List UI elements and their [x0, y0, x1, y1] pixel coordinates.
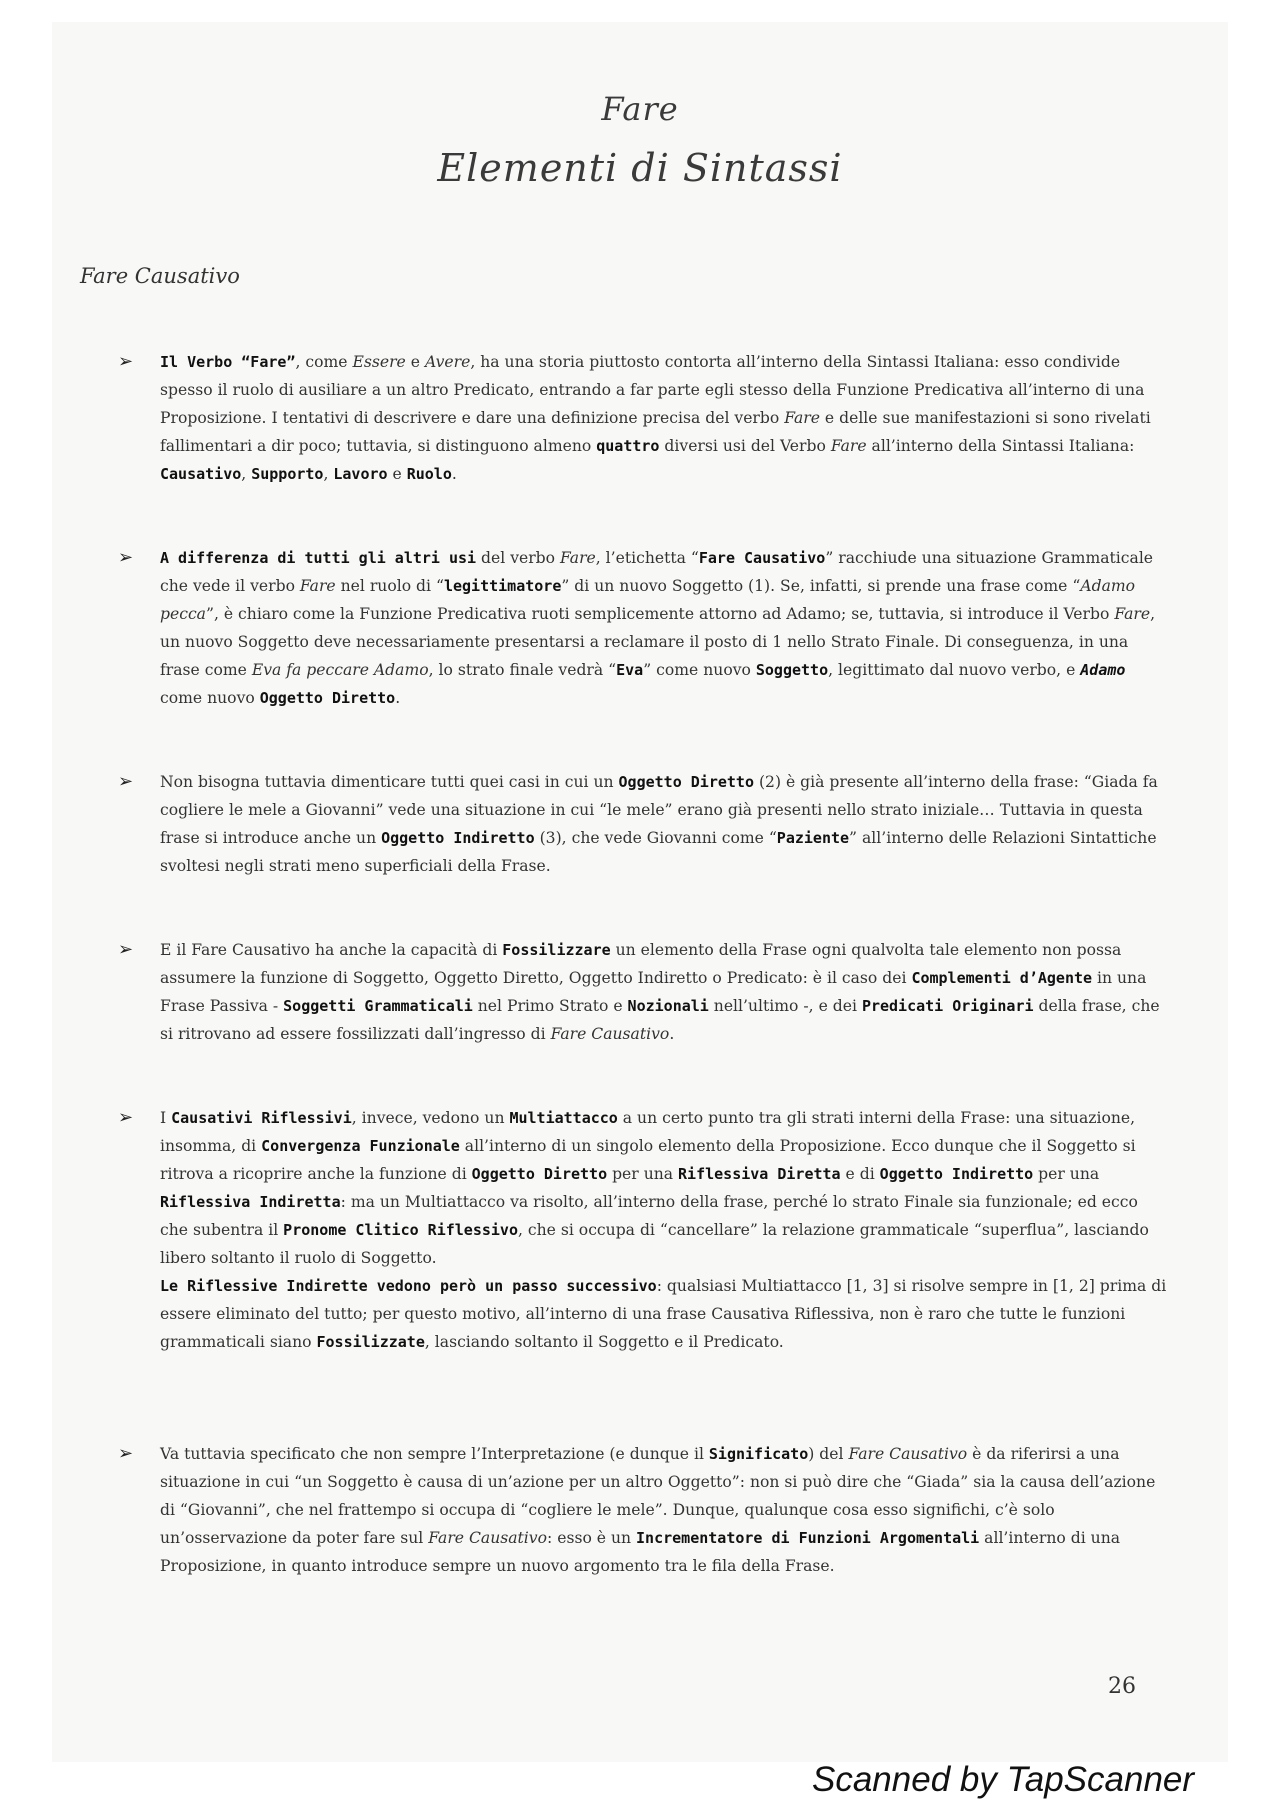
italic-term: Adamo pecca — [160, 577, 1136, 623]
page-subtitle: Elementi di Sintassi — [437, 146, 843, 190]
italic-term: Fare — [784, 409, 820, 427]
italic-term: Essere — [352, 353, 406, 371]
italic-term: Fare — [830, 437, 867, 455]
bold-term: Causativi Riflessivi — [171, 1109, 352, 1127]
bold-term: Supporto — [251, 465, 324, 483]
italic-term: Fare Causativo — [550, 1025, 670, 1043]
bold-term: legittimatore — [443, 577, 562, 595]
italic-term: Fare Causativo — [428, 1529, 547, 1547]
bullet-item — [118, 936, 1170, 1048]
bold-term: Le Riflessive Indirette vedono però un passo successivo — [160, 1277, 657, 1295]
bold-term: Lavoro — [333, 465, 388, 483]
bold-term: A differenza di tutti gli altri usi — [160, 549, 477, 567]
bold-term: Eva — [616, 661, 644, 679]
bold-term: Oggetto Diretto — [618, 773, 754, 791]
italic-term: Eva fa peccare Adamo — [251, 661, 429, 679]
bullet-paragraph: I Causativi Riflessivi, invece, vedono un Multiattacco a un certo punto tra gli strati interni della Frase: una situazione, insomma, di Convergenza Funzionale all’interno di un singolo elemento della Proposizione. Ecco dunque che il Soggetto si ritrova a ricoprire anche la funzione di Oggetto Diretto per una Riflessiva Diretta e di Oggetto Indiretto per una Riflessiva Indiretta: ma un Multiattacco va risolto, all’interno della frase, perché lo strato Finale sia funzionale; ed ecco che subentra il Pronome Clitico Riflessivo, che si occupa di “cancellare” la relazione grammaticale “superflua”, lasciando libero soltanto il ruolo di Soggetto. — [160, 1109, 1149, 1267]
document-page — [52, 22, 1228, 1762]
bold-term: quattro — [596, 437, 660, 455]
bold-term: Oggetto Diretto — [259, 689, 396, 707]
bold-term: Significato — [708, 1445, 809, 1463]
section-heading: Fare Causativo — [80, 264, 240, 288]
bullet-paragraph: E il Fare Causativo ha anche la capacità di Fossilizzare un elemento della Frase ogni qualvolta tale elemento non possa assumere la funzione di Soggetto, Oggetto Diretto, Oggetto Indiretto o Predicato: è il caso dei Complementi d’Agente in una Frase Passiva - Soggetti Grammaticali nel Primo Strato e Nozionali nell’ultimo -, e dei Predicati Originari della frase, che si ritrovano ad essere fossilizzati dall’ingresso di Fare Causativo. — [160, 941, 1160, 1043]
bold-term: Ruolo — [406, 465, 452, 483]
bold-term: Convergenza Funzionale — [261, 1137, 460, 1155]
bold-term: Riflessiva Indiretta — [160, 1193, 341, 1211]
arrow-bullet-icon: ➢ — [118, 771, 134, 792]
page-number: 26 — [1108, 1674, 1136, 1699]
italic-term: Avere — [424, 353, 471, 371]
bold-term: Il Verbo “Fare” — [160, 353, 296, 371]
arrow-bullet-icon: ➢ — [118, 939, 134, 960]
bullet-item — [118, 544, 1170, 712]
bold-term: Oggetto Diretto — [471, 1165, 608, 1183]
arrow-bullet-icon: ➢ — [118, 351, 134, 372]
bold-term: Paziente — [776, 829, 850, 847]
page-title: Fare — [601, 90, 679, 128]
arrow-bullet-icon: ➢ — [118, 1107, 134, 1128]
bullet-paragraph: Non bisogna tuttavia dimenticare tutti quei casi in cui un Oggetto Diretto (2) è già presente all’interno della frase: “Giada fa cogliere le mele a Giovanni” vede una situazione in cui “le mele” erano già presenti nello strato iniziale… Tuttavia in questa frase si introduce anche un Oggetto Indiretto (3), che vede Giovanni come “Paziente” all’interno delle Relazioni Sintattiche svoltesi negli strati meno superficiali della Frase. — [160, 773, 1158, 875]
bold-term: Fare Causativo — [698, 549, 826, 567]
bold-term: Predicati Originari — [861, 997, 1034, 1015]
bold-term: Nozionali — [627, 997, 709, 1015]
bullet-paragraph: A differenza di tutti gli altri usi del verbo Fare, l’etichetta “Fare Causativo” racchiude una situazione Grammaticale che vede il verbo Fare nel ruolo di “legittimatore” di un nuovo Soggetto (1). Se, infatti, si prende una frase come “Adamo pecca”, è chiaro come la Funzione Predicativa ruoti semplicemente attorno ad Adamo; se, tuttavia, si introduce il Verbo Fare, un nuovo Soggetto deve necessariamente presentarsi a reclamare il posto di 1 nello Strato Finale. Di conseguenza, in una frase come Eva fa peccare Adamo, lo strato finale vedrà “Eva” come nuovo Soggetto, legittimato dal nuovo verbo, e Adamo come nuovo Oggetto Diretto. — [160, 549, 1156, 707]
bullet-paragraph: Va tuttavia specificato che non sempre l’Interpretazione (e dunque il Significato) del Fare Causativo è da riferirsi a una situazione in cui “un Soggetto è causa di un’azione per un altro Oggetto”: non si può dire che “Giada” sia la causa dell’azione di “Giovanni”, che nel frattempo si occupa di “cogliere le mele”. Dunque, qualunque cosa esso significhi, c’è solo un’osservazione da poter fare sul Fare Causativo: esso è un Incrementatore di Funzioni Argomentali all’interno di una Proposizione, in quanto introduce sempre un nuovo argomento tra le fila della Frase. — [160, 1445, 1156, 1575]
bullet-paragraph: Le Riflessive Indirette vedono però un passo successivo: qualsiasi Multiattacco [1, 3] si risolve sempre in [1, 2] prima di essere eliminato del tutto; per questo motivo, all’interno di una frase Causativa Riflessiva, non è raro che tutte le funzioni grammaticali siano Fossilizzate, lasciando soltanto il Soggetto e il Predicato. — [160, 1277, 1167, 1351]
scanner-watermark: Scanned by TapScanner — [812, 1760, 1195, 1799]
bullet-paragraph: Il Verbo “Fare”, come Essere e Avere, ha una storia piuttosto contorta all’interno della Sintassi Italiana: esso condivide spesso il ruolo di ausiliare a un altro Predicato, entrando a far parte egli stesso della Funzione Predicativa all’interno di una Proposizione. I tentativi di descrivere e dare una definizione precisa del verbo Fare e delle sue manifestazioni si sono rivelati fallimentari a dir poco; tuttavia, si distinguono almeno quattro diversi usi del Verbo Fare all’interno della Sintassi Italiana: Causativo, Supporto, Lavoro e Ruolo. — [160, 353, 1151, 483]
bold-term: Oggetto Indiretto — [381, 829, 535, 847]
bullet-item — [118, 348, 1170, 488]
italic-term: Fare — [560, 549, 596, 567]
bold-term: Incrementatore di Funzioni Argomentali — [636, 1529, 980, 1547]
bold-term: Causativo — [160, 465, 242, 483]
bold-term: Soggetti Grammaticali — [283, 997, 473, 1015]
arrow-bullet-icon: ➢ — [118, 1443, 134, 1464]
bold-term: Pronome Clitico Riflessivo — [283, 1221, 518, 1239]
bold-term: Oggetto Indiretto — [879, 1165, 1034, 1183]
bullet-item — [118, 768, 1170, 880]
bold-term: Fossilizzate — [316, 1333, 425, 1351]
bold-term: Riflessiva Diretta — [678, 1165, 841, 1183]
bold-term: Fossilizzare — [502, 941, 611, 959]
bold-term: Soggetto — [755, 661, 829, 679]
bold-term: Multiattacco — [509, 1109, 618, 1127]
italic-term: Fare Causativo — [848, 1445, 968, 1463]
italic-term: Fare — [1114, 605, 1151, 623]
bold-term: Complementi d’Agente — [911, 969, 1093, 987]
bold-term: Adamo — [1080, 661, 1126, 679]
bullet-item — [118, 1104, 1170, 1356]
arrow-bullet-icon: ➢ — [118, 547, 134, 568]
italic-term: Fare — [299, 577, 336, 595]
bullet-item — [118, 1440, 1170, 1580]
